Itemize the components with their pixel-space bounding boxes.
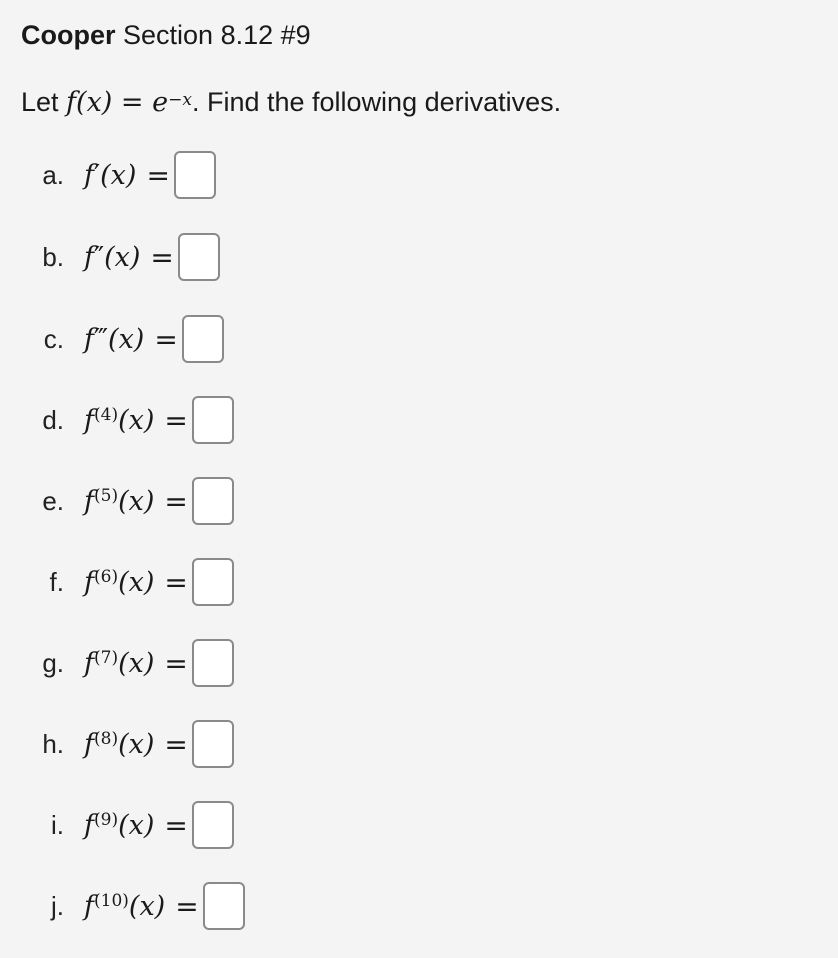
derivative-order: (5) [94, 485, 119, 506]
answer-input[interactable] [192, 558, 234, 606]
equals-sign: = [146, 158, 170, 192]
function-name: f [84, 890, 94, 922]
answer-input[interactable] [192, 720, 234, 768]
equals-sign: = [164, 646, 188, 680]
function-argument: (x) [118, 566, 155, 598]
answer-input[interactable] [182, 315, 224, 363]
problem-row [0, 799, 234, 851]
derivative-expression [84, 810, 154, 841]
answer-input[interactable] [174, 151, 216, 199]
problem-label: d. [42, 404, 64, 435]
intro-equals: = [112, 87, 153, 118]
derivative-order: (9) [94, 809, 119, 830]
function-name: f [84, 485, 94, 517]
intro-base: e [152, 87, 169, 118]
problem-label: i. [51, 809, 64, 840]
header-section: Section 8.12 #9 [123, 20, 311, 50]
intro-suffix: . Find the following derivatives. [191, 87, 562, 117]
problem-row [0, 231, 220, 283]
problem-label: c. [43, 323, 64, 354]
problem-label: b. [42, 241, 64, 272]
intro-function [66, 87, 192, 118]
answer-input[interactable] [203, 882, 245, 930]
function-argument: (x) [118, 809, 155, 841]
equals-sign: = [164, 727, 188, 761]
function-name: f [84, 647, 94, 679]
intro-prefix: Let [21, 87, 67, 117]
derivative-order: ′ [94, 159, 101, 191]
answer-input[interactable] [192, 396, 234, 444]
problem-label: f. [49, 566, 64, 597]
derivative-expression [84, 891, 165, 922]
intro-exponent: −x [168, 90, 192, 110]
problem-row [0, 313, 224, 365]
derivative-expression [84, 729, 154, 760]
problem-row [0, 880, 245, 932]
function-name: f [84, 809, 94, 841]
function-argument: (x) [118, 728, 155, 760]
problem-statement [21, 84, 561, 124]
equals-sign: = [164, 403, 188, 437]
derivative-expression [84, 160, 136, 191]
answer-input[interactable] [178, 233, 220, 281]
function-name: f [84, 241, 94, 273]
derivative-order: (8) [94, 728, 119, 749]
derivative-expression [84, 648, 154, 679]
function-argument: (x) [100, 159, 137, 191]
answer-input[interactable] [192, 639, 234, 687]
problem-row [0, 718, 234, 770]
derivative-order: (10) [94, 890, 129, 911]
problem-label: a. [42, 159, 64, 190]
equals-sign: = [154, 322, 178, 356]
function-argument: (x) [118, 485, 155, 517]
equals-sign: = [164, 565, 188, 599]
equals-sign: = [150, 240, 174, 274]
derivative-expression [84, 567, 154, 598]
intro-func-name: f [66, 87, 77, 118]
header-author: Cooper [21, 20, 116, 50]
function-name: f [84, 404, 94, 436]
problem-label: h. [42, 728, 64, 759]
problem-row [0, 637, 234, 689]
derivative-order: (7) [94, 647, 119, 668]
function-argument: (x) [118, 647, 155, 679]
function-argument: (x) [128, 890, 166, 922]
derivative-order: ‴ [94, 323, 109, 355]
derivative-order: ″ [94, 241, 105, 273]
equals-sign: = [175, 889, 199, 923]
answer-input[interactable] [192, 477, 234, 525]
function-argument: (x) [108, 323, 145, 355]
derivative-expression [84, 242, 140, 273]
function-name: f [84, 323, 94, 355]
problem-label: e. [42, 485, 64, 516]
derivative-order: (6) [94, 566, 119, 587]
equals-sign: = [164, 808, 188, 842]
problem-label: j. [51, 890, 64, 921]
intro-func-arg: (x) [76, 87, 113, 118]
problem-row [0, 394, 234, 446]
problem-row [0, 556, 234, 608]
derivative-expression [84, 324, 144, 355]
problem-header [21, 18, 311, 52]
derivative-expression [84, 405, 154, 436]
function-name: f [84, 566, 94, 598]
problem-label: g. [42, 647, 64, 678]
answer-input[interactable] [192, 801, 234, 849]
problem-row [0, 475, 234, 527]
function-argument: (x) [104, 241, 141, 273]
function-name: f [84, 159, 94, 191]
derivative-order: (4) [94, 404, 119, 425]
problem-row [0, 149, 216, 201]
derivative-expression [84, 486, 154, 517]
equals-sign: = [164, 484, 188, 518]
function-name: f [84, 728, 94, 760]
function-argument: (x) [118, 404, 155, 436]
